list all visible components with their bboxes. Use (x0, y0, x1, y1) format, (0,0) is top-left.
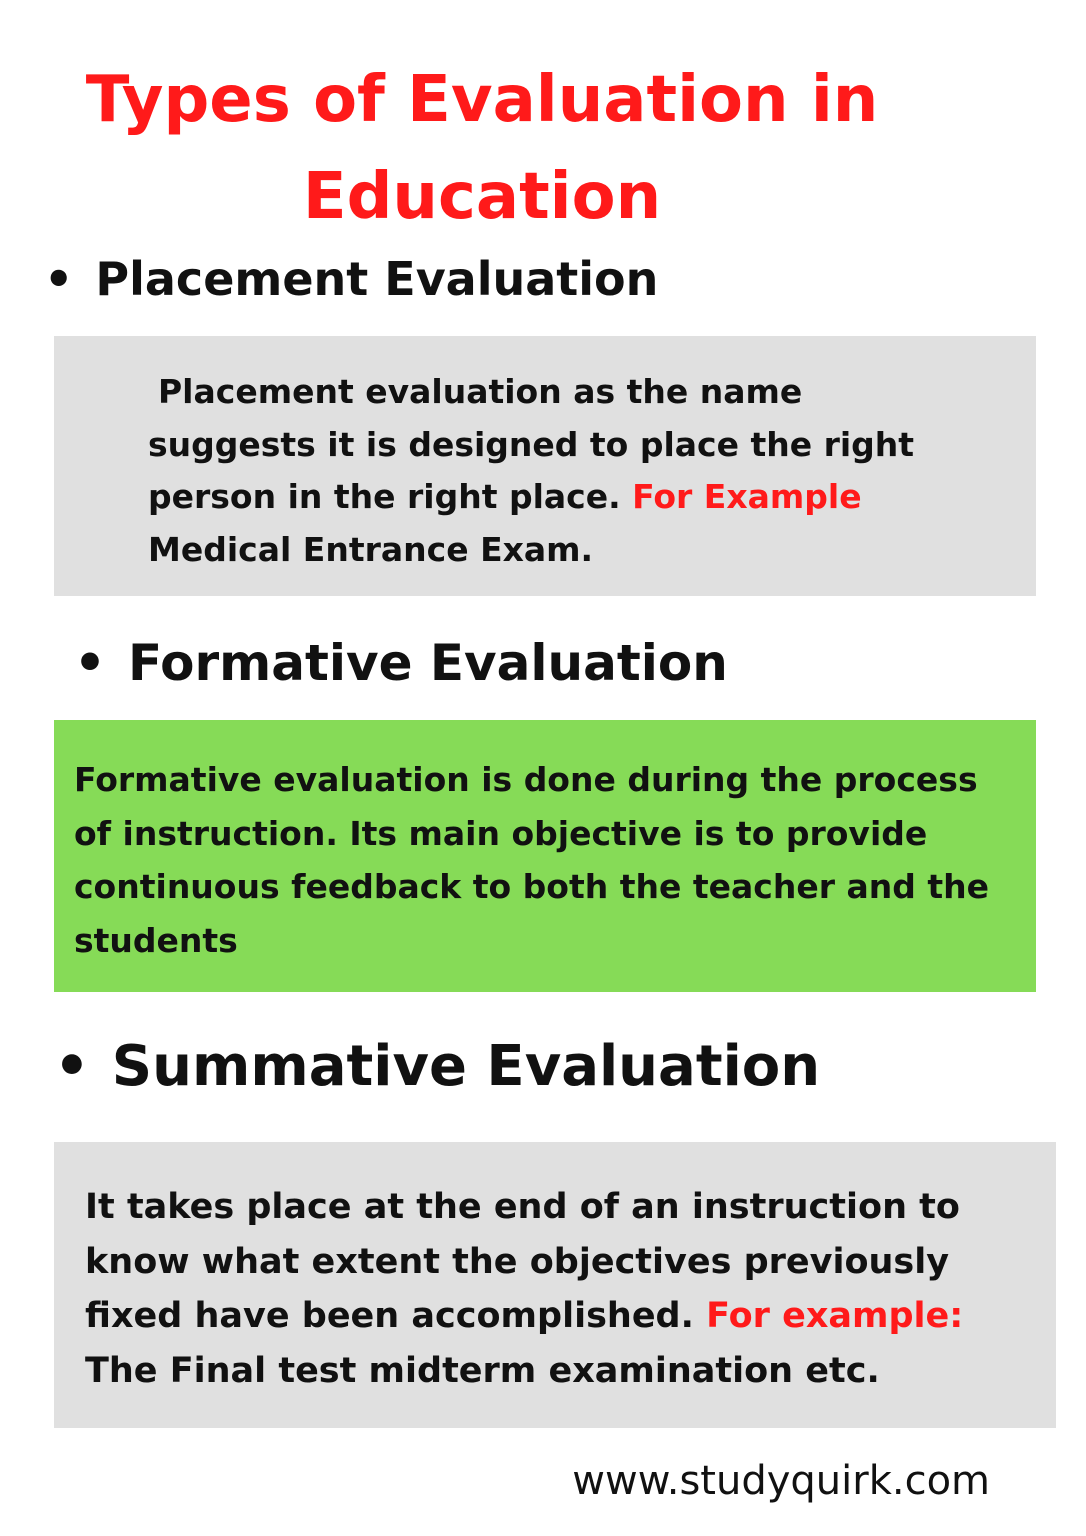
summative-heading-text: Summative Evaluation (111, 1034, 821, 1099)
page-title (0, 52, 964, 246)
placement-heading (44, 252, 658, 306)
bullet-icon: • (54, 1034, 90, 1099)
formative-heading (74, 634, 728, 692)
formative-description-box (54, 720, 1036, 992)
summative-heading (54, 1034, 820, 1099)
placement-description-text: Placement evaluation as the name suggests it is designed to place the right person in the right place. (148, 372, 915, 516)
website-url: www.studyquirk.com (572, 1458, 990, 1504)
placement-heading-text: Placement Evaluation (95, 252, 659, 306)
placement-example-label: For Example (632, 477, 862, 516)
page-title-line-1: Types of Evaluation in (85, 63, 879, 137)
summative-example-label: For example: (706, 1296, 964, 1336)
summative-description-box (54, 1142, 1056, 1428)
summative-description-text: It takes place at the end of an instruction to know what extent the objectives previously fixed have been accomplished. (85, 1187, 960, 1336)
summative-example-text: The Final test midterm examination etc. (85, 1350, 880, 1391)
placement-description-box (54, 336, 1036, 596)
page-title-line-2: Education (302, 160, 662, 234)
bullet-icon: • (44, 252, 74, 306)
formative-heading-text: Formative Evaluation (127, 634, 728, 692)
placement-example-text: Medical Entrance Exam. (148, 529, 594, 569)
formative-description-text: Formative evaluation is done during the process of instruction. Its main objective is to provide continuous feedback to both the teacher and the students (74, 760, 989, 960)
bullet-icon: • (74, 634, 106, 692)
